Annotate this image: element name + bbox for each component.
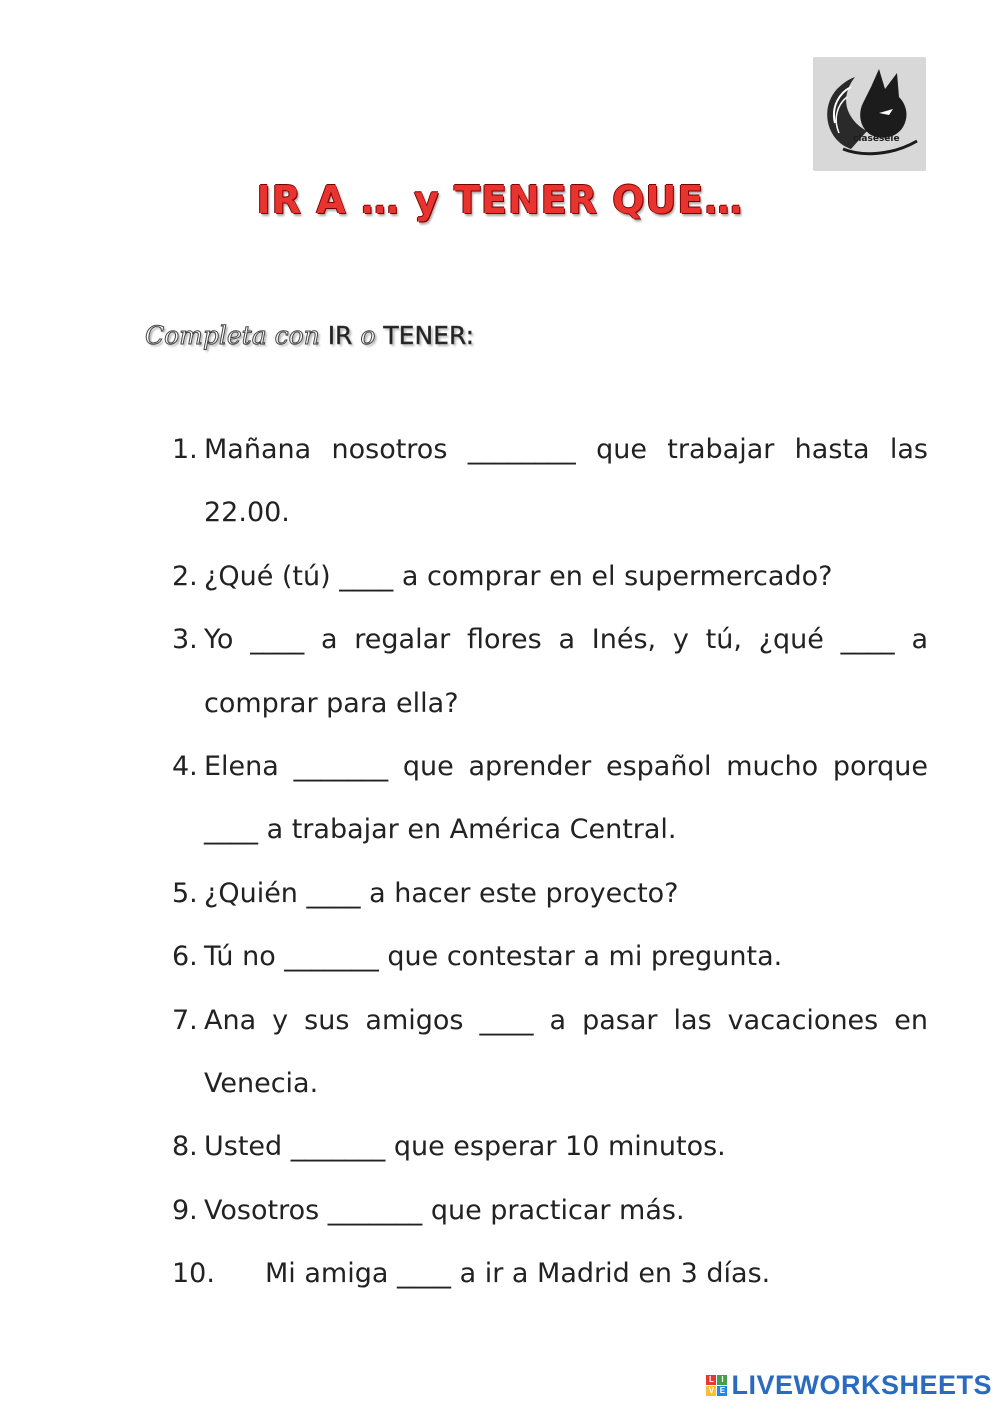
liveworksheets-badge-icon xyxy=(706,1375,727,1396)
exercise-text: Elena _______ que aprender español mucho porque ____ a trabajar en América Central. xyxy=(204,751,928,846)
instruction-word-tener: TENER: xyxy=(383,321,474,350)
instruction-prefix: Completa con xyxy=(145,321,320,350)
badge-letter: L xyxy=(706,1375,716,1385)
exercise-number: 5. xyxy=(172,877,198,909)
exercise-number: 3. xyxy=(172,624,198,656)
logo-text: clasesele xyxy=(853,134,900,144)
exercise-number: 9. xyxy=(172,1194,198,1226)
exercise-list xyxy=(172,418,928,1306)
exercise-item xyxy=(172,925,928,988)
liveworksheets-label: LIVEWORKSHEETS xyxy=(731,1370,992,1400)
exercise-text: Ana y sus amigos ____ a pasar las vacaciones en Venecia. xyxy=(204,1004,928,1100)
exercise-number: 8. xyxy=(172,1131,198,1163)
exercise-text: ¿Qué (tú) ____ a comprar en el supermercado? xyxy=(204,560,833,592)
page-title: IR A … y TENER QUE… xyxy=(256,178,744,222)
fox-logo-icon xyxy=(813,57,926,171)
exercise-text: ¿Quién ____ a hacer este proyecto? xyxy=(204,877,679,909)
clasesele-logo xyxy=(813,57,926,171)
exercise-number: 7. xyxy=(172,1004,198,1036)
exercise-item xyxy=(172,862,928,925)
exercise-item xyxy=(172,1179,928,1242)
exercise-item xyxy=(172,1242,928,1305)
exercise-text: Yo ____ a regalar flores a Inés, y tú, ¿qué ____ a comprar para ella? xyxy=(204,624,928,719)
exercise-item xyxy=(172,989,928,1116)
exercise-number: 4. xyxy=(172,751,198,783)
exercise-item xyxy=(172,1115,928,1178)
badge-letter: I xyxy=(717,1375,727,1385)
exercise-item xyxy=(172,735,928,862)
instruction-word-ir: IR xyxy=(327,321,353,350)
badge-letter: V xyxy=(706,1386,716,1396)
exercise-text: Tú no _______ que contestar a mi pregunta. xyxy=(204,941,783,973)
exercise-item xyxy=(172,418,928,545)
instruction xyxy=(145,318,474,354)
exercise-text: Mi amiga ____ a ir a Madrid en 3 días. xyxy=(265,1258,771,1290)
badge-letter: E xyxy=(717,1386,727,1396)
exercise-item xyxy=(172,545,928,608)
exercise-number: 1. xyxy=(172,434,198,465)
exercise-text: Usted _______ que esperar 10 minutos. xyxy=(204,1131,726,1163)
instruction-connector: o xyxy=(360,321,376,350)
exercise-number: 2. xyxy=(172,560,198,592)
exercise-number: 10. xyxy=(172,1258,215,1290)
exercise-text: Vosotros _______ que practicar más. xyxy=(204,1194,685,1226)
exercise-text: Mañana nosotros ________ que trabajar hasta las 22.00. xyxy=(204,434,928,529)
exercise-item xyxy=(172,608,928,735)
exercise-number: 6. xyxy=(172,941,198,973)
liveworksheets-brand xyxy=(706,1370,992,1401)
